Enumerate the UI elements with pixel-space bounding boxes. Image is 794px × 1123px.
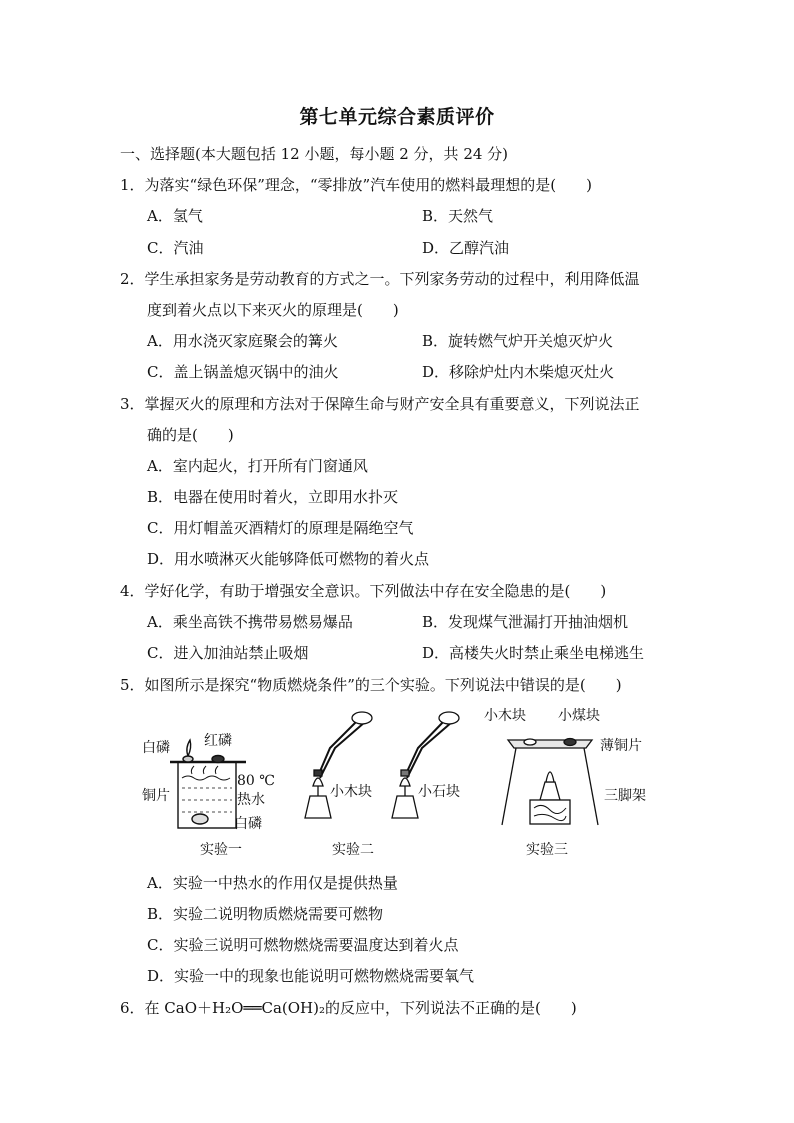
question-2-stem-line1: 2．学生承担家务是劳动教育的方式之一。下列家务劳动的过程中，利用降低温 <box>120 270 640 288</box>
exp1-white-phosphorus-top-label: 白磷 <box>142 740 170 756</box>
question-3-stem-line2: 确的是( ) <box>147 426 234 444</box>
question-3-option-a: A．室内起火，打开所有门窗通风 <box>147 457 368 475</box>
exp3-coal-label: 小煤块 <box>558 708 600 724</box>
exp1-copper-label: 铜片 <box>142 788 170 804</box>
question-4-option-c: C．进入加油站禁止吸烟 <box>147 644 309 662</box>
exp3-tripod-label: 三脚架 <box>604 788 646 804</box>
question-1-option-c: C．汽油 <box>147 239 204 257</box>
question-3-stem-line1: 3．掌握灭火的原理和方法对于保障生命与财产安全具有重要意义，下列说法正 <box>120 395 640 413</box>
experiment-2-apparatus <box>305 712 459 818</box>
experiment-3-apparatus <box>502 739 598 826</box>
experiment-diagram <box>130 700 690 865</box>
question-5-option-c: C．实验三说明可燃物燃烧需要温度达到着火点 <box>147 936 459 954</box>
question-5-option-d: D．实验一中的现象也能说明可燃物燃烧需要氧气 <box>147 967 475 985</box>
question-3-option-c: C．用灯帽盖灭酒精灯的原理是隔绝空气 <box>147 519 414 537</box>
exp3-caption: 实验三 <box>526 842 568 858</box>
section-heading: 一、选择题(本大题包括 12 小题，每小题 2 分，共 24 分) <box>120 145 509 163</box>
exp2-wood-label: 小木块 <box>330 784 372 800</box>
question-1-option-a: A．氢气 <box>147 207 203 225</box>
question-1-option-d: D．乙醇汽油 <box>422 239 510 257</box>
question-1-stem: 1．为落实“绿色环保”理念，“零排放”汽车使用的燃料最理想的是( ) <box>120 176 592 194</box>
exp1-temperature-label: 80 ℃ <box>237 773 275 789</box>
question-5-option-a: A．实验一中热水的作用仅是提供热量 <box>147 874 398 892</box>
question-2-option-d: D．移除炉灶内木柴熄灭灶火 <box>422 363 615 381</box>
question-4-option-d: D．高楼失火时禁止乘坐电梯逃生 <box>422 644 645 662</box>
question-5-stem: 5．如图所示是探究“物质燃烧条件”的三个实验。下列说法中错误的是( ) <box>120 676 622 694</box>
question-2-option-a: A．用水浇灭家庭聚会的篝火 <box>147 332 338 350</box>
experiment-figure <box>130 700 690 865</box>
question-6-stem: 6．在 CaO＋H₂O══Ca(OH)₂的反应中，下列说法不正确的是( ) <box>120 999 577 1017</box>
exp1-white-phosphorus-bottom-label: 白磷 <box>234 816 262 832</box>
question-2-option-b: B．旋转燃气炉开关熄灭炉火 <box>422 332 614 350</box>
question-1-option-b: B．天然气 <box>422 207 494 225</box>
question-2-option-c: C．盖上锅盖熄灭锅中的油火 <box>147 363 339 381</box>
exp2-caption: 实验二 <box>332 842 374 858</box>
question-2-stem-line2: 度到着火点以下来灭火的原理是( ) <box>147 301 399 319</box>
question-3-option-b: B．电器在使用时着火，立即用水扑灭 <box>147 488 399 506</box>
experiment-1-apparatus <box>170 740 246 828</box>
question-4-option-a: A．乘坐高铁不携带易燃易爆品 <box>147 613 353 631</box>
exp1-red-phosphorus-label: 红磷 <box>204 733 232 749</box>
question-3-option-d: D．用水喷淋灭火能够降低可燃物的着火点 <box>147 550 430 568</box>
exp1-hot-water-label: 热水 <box>237 792 265 808</box>
exp2-stone-label: 小石块 <box>418 784 460 800</box>
question-4-stem: 4．学好化学，有助于增强安全意识。下列做法中存在安全隐患的是( ) <box>120 582 607 600</box>
page-title: 第七单元综合素质评价 <box>299 106 495 128</box>
exp1-caption: 实验一 <box>200 842 242 858</box>
exp3-wood-label: 小木块 <box>484 708 526 724</box>
question-5-option-b: B．实验二说明物质燃烧需要可燃物 <box>147 905 384 923</box>
exp3-copper-sheet-label: 薄铜片 <box>600 738 642 754</box>
question-4-option-b: B．发现煤气泄漏打开抽油烟机 <box>422 613 629 631</box>
